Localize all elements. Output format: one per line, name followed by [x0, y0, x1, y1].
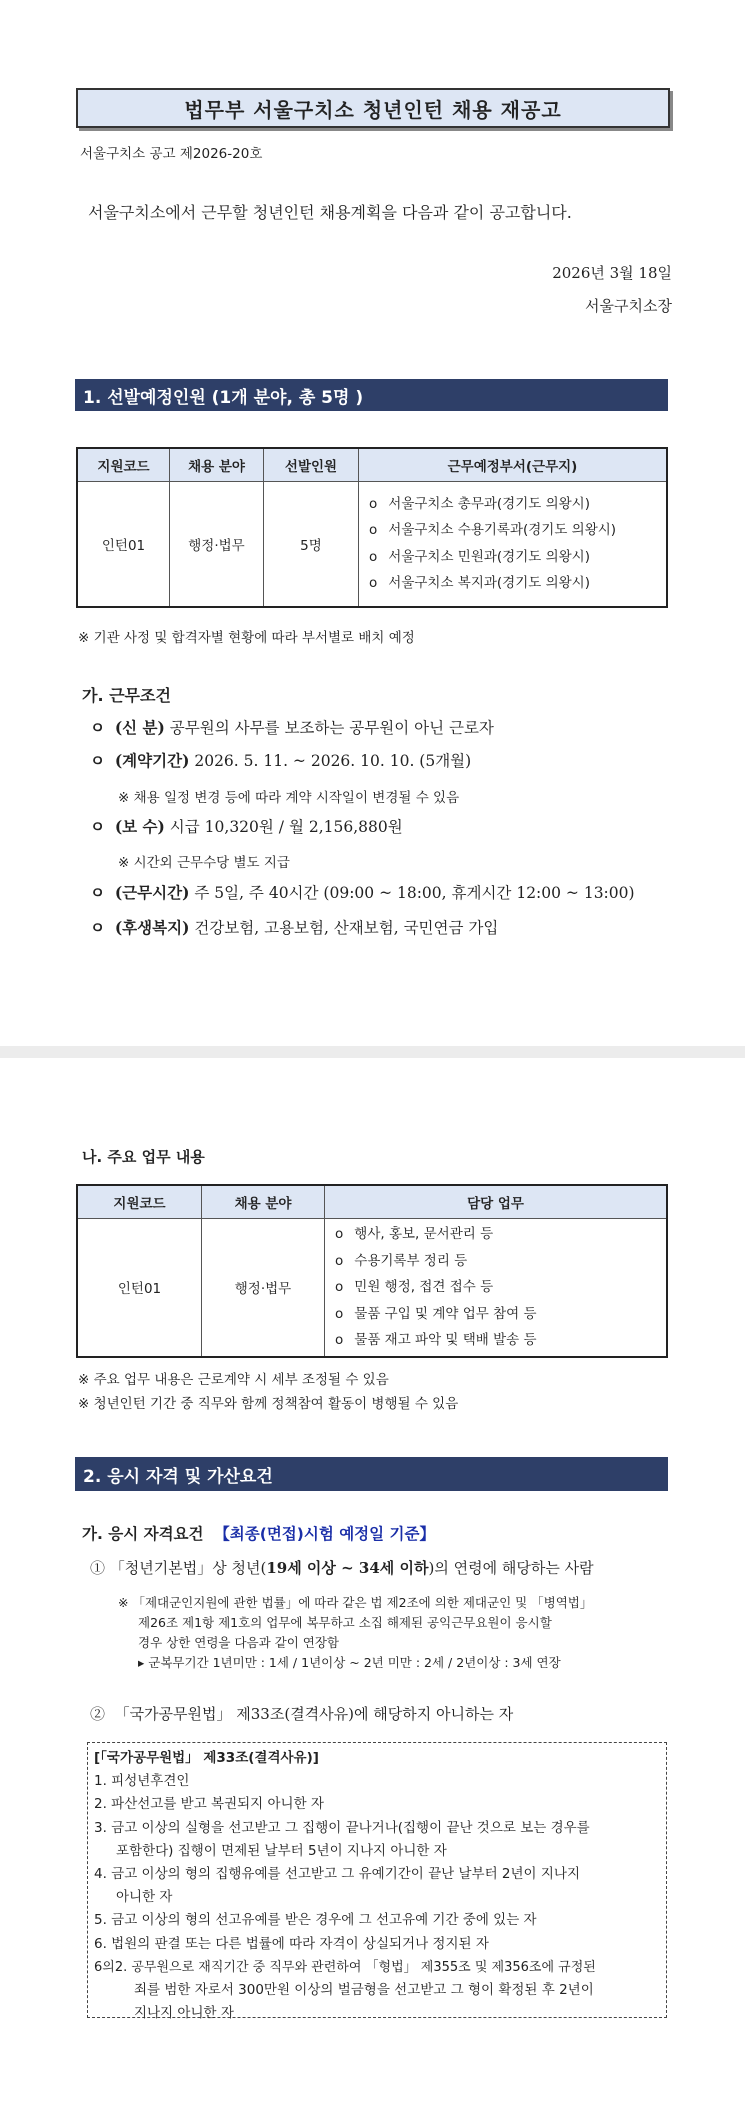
- cell-code: 인턴01: [77, 482, 170, 607]
- dept-item: o 서울구치소 총무과(경기도 의왕시): [369, 491, 656, 518]
- duties-table: [76, 1184, 668, 1358]
- condition-contract: ㅇ (계약기간) 2026. 5. 11. ~ 2026. 10. 10. (5개월): [90, 751, 472, 770]
- dept-item: o 서울구치소 민원과(경기도 의왕시): [369, 544, 656, 571]
- age-extension-note: ※ 「제대군인지원에 관한 법률」에 따라 같은 법 제2조에 의한 제대군인 및 「병역법」 제26조 제1항 제1호의 업무에 복무하고 소집 해제된 공익근무요원이 응시할 경우 상한 연령을 다음과 같이 연장함 ▸ 군복무기간 1년미만 : 1세 / 1년이상 ~ 2년 미만 : 2세 / 2년이상 : 3세 연장: [118, 1595, 593, 1670]
- notice-date: 2026년 3월 18일: [552, 264, 672, 282]
- table-header: 지원코드: [77, 1185, 202, 1219]
- cell-code: 인턴01: [77, 1219, 202, 1357]
- table-header: 지원코드: [77, 448, 170, 482]
- legal-item-cont: 지나지 아니한 자: [134, 2005, 234, 2022]
- table-header: 담당 업무: [325, 1185, 668, 1219]
- recruitment-table: [76, 447, 668, 608]
- intro-text: 서울구치소에서 근무할 청년인턴 채용계획을 다음과 같이 공고합니다.: [88, 203, 572, 222]
- duty-item: o 물품 재고 파악 및 택배 발송 등: [335, 1327, 656, 1354]
- section2-heading: 2. 응시 자격 및 가산요건: [75, 1457, 668, 1491]
- legal-item: 2. 파산선고를 받고 복권되지 아니한 자: [94, 1796, 324, 1813]
- document-page-1: [0, 0, 745, 1046]
- section1-heading: 1. 선발예정인원 (1개 분야, 총 5명 ): [75, 379, 668, 411]
- disqualification-box: [87, 1742, 667, 2022]
- legal-item: 6. 법원의 판결 또는 다른 법률에 따라 자격이 상실되거나 정지된 자: [94, 1935, 489, 1952]
- legal-item: 4. 금고 이상의 형의 집행유예를 선고받고 그 유예기간이 끝난 날부터 2년이 지나지: [94, 1866, 580, 1883]
- legal-item-cont: 포함한다) 집행이 면제된 날부터 5년이 지나지 아니한 자: [116, 1842, 447, 1859]
- pay-note: ※ 시간외 근무수당 별도 지급: [118, 855, 290, 871]
- condition-welfare: ㅇ (후생복지) 건강보험, 고용보험, 산재보험, 국민연금 가입: [90, 918, 499, 937]
- table-header: 채용 분야: [170, 448, 264, 482]
- cell-field: 행정·법무: [170, 482, 264, 607]
- duty-item: o 행사, 홍보, 문서관리 등: [335, 1221, 656, 1248]
- circle-bullet-icon: o: [369, 575, 378, 592]
- legal-item-cont: 죄를 범한 자로서 300만원 이상의 벌금형을 선고받고 그 형이 확정된 후 2년이: [134, 1982, 594, 1999]
- cell-depts: [359, 482, 668, 607]
- assignment-note: ※ 기관 사정 및 합격자별 현황에 따라 부서별로 배치 예정: [78, 630, 415, 646]
- duties-note-1: ※ 주요 업무 내용은 근로계약 시 세부 조정될 수 있음: [78, 1372, 389, 1388]
- circle-bullet-icon: o: [335, 1332, 344, 1348]
- issuer: 서울구치소장: [585, 297, 672, 315]
- table-row: [77, 1219, 667, 1357]
- circle-bullet-icon: o: [335, 1252, 344, 1269]
- eligibility-heading: 가. 응시 자격요건 【최종(면접)시험 예정일 기준】: [82, 1525, 435, 1543]
- legal-item: 3. 금고 이상의 실형을 선고받고 그 집행이 끝나거나(집행이 끝난 것으로 보는 경우를: [94, 1819, 590, 1836]
- page-title: 법무부 서울구치소 청년인턴 채용 재공고: [76, 88, 670, 128]
- duty-item: o 물품 구입 및 계약 업무 참여 등: [335, 1301, 656, 1328]
- duty-item: o 민원 행정, 접견 접수 등: [335, 1274, 656, 1301]
- circle-bullet-icon: o: [335, 1279, 344, 1295]
- condition-pay: ㅇ (보 수) 시급 10,320원 / 월 2,156,880원: [90, 817, 403, 836]
- table-header: 근무예정부서(근무지): [359, 448, 668, 482]
- notice-number: 서울구치소 공고 제2026-20호: [80, 146, 263, 162]
- dept-item: o 서울구치소 수용기록과(경기도 의왕시): [369, 517, 656, 544]
- legal-item: 6의2. 공무원으로 재직기간 중 직무와 관련하여 「형법」 제355조 및 제356조에 규정된: [94, 1959, 596, 1975]
- legal-item: 5. 금고 이상의 형의 선고유예를 받은 경우에 그 선고유예 기간 중에 있는 자: [94, 1912, 537, 1929]
- circle-bullet-icon: o: [369, 548, 378, 565]
- eligibility-item-1: ① 「청년기본법」상 청년(19세 이상 ~ 34세 이하)의 연령에 해당하는 사람: [90, 1559, 594, 1577]
- dept-item: o 서울구치소 복지과(경기도 의왕시): [369, 570, 656, 597]
- duties-heading: 나. 주요 업무 내용: [82, 1148, 205, 1166]
- circle-bullet-icon: o: [335, 1305, 344, 1322]
- conditions-heading: 가. 근무조건: [82, 686, 171, 705]
- circle-bullet-icon: o: [369, 495, 378, 512]
- condition-hours: ㅇ (근무시간) 주 5일, 주 40시간 (09:00 ~ 18:00, 휴게시간 12:00 ~ 13:00): [90, 883, 635, 902]
- eligibility-basis: 【최종(면접)시험 예정일 기준】: [214, 1525, 435, 1543]
- eligibility-item-2: ② 「국가공무원법」 제33조(결격사유)에 해당하지 아니하는 자: [90, 1705, 514, 1723]
- condition-status: ㅇ (신 분) 공무원의 사무를 보조하는 공무원이 아닌 근로자: [90, 718, 494, 737]
- cell-count: 5명: [264, 482, 359, 607]
- table-header: 선발인원: [264, 448, 359, 482]
- table-row: [77, 482, 667, 607]
- legal-item-cont: 아니한 자: [116, 1889, 173, 1906]
- contract-note: ※ 채용 일정 변경 등에 따라 계약 시작일이 변경될 수 있음: [118, 790, 460, 806]
- table-header: 채용 분야: [202, 1185, 325, 1219]
- circle-bullet-icon: o: [369, 522, 378, 539]
- duties-note-2: ※ 청년인턴 기간 중 직무와 함께 정책참여 활동이 병행될 수 있음: [78, 1396, 459, 1412]
- cell-field: 행정·법무: [202, 1219, 325, 1357]
- cell-duties: [325, 1219, 668, 1357]
- legal-title: [「국가공무원법」 제33조(결격사유)]: [94, 1750, 319, 1766]
- legal-item: 1. 피성년후견인: [94, 1773, 190, 1790]
- duty-item: o 수용기록부 정리 등: [335, 1248, 656, 1275]
- circle-bullet-icon: o: [335, 1226, 344, 1242]
